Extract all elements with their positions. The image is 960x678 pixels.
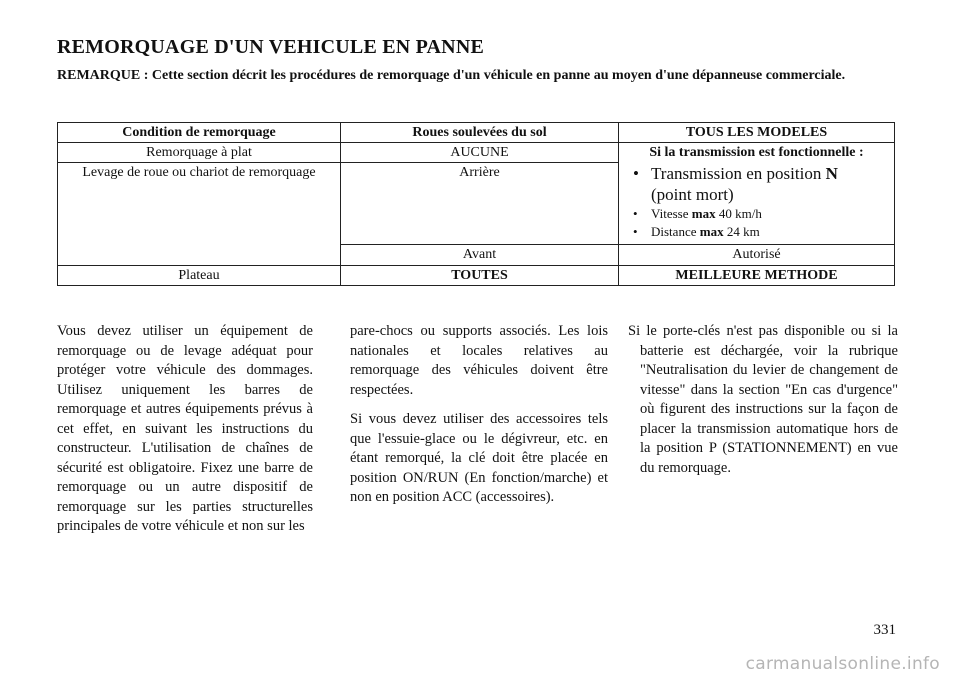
bullet-icon: • (633, 206, 638, 221)
towing-table (57, 122, 895, 286)
bullet-icon: • (633, 164, 639, 183)
cell-models: MEILLEURE METHODE (619, 266, 895, 286)
cell-condition: Plateau (58, 266, 341, 286)
list-item: • Distance max 24 km (633, 224, 760, 239)
cell-condition: Levage de roue ou chariot de remorquage (58, 163, 341, 266)
cell-wheels: Arrière (341, 163, 619, 245)
manual-page (57, 34, 898, 534)
remark-note: REMARQUE : Cette section décrit les procédures de remorquage d'un véhicule en panne au moyen d'une dépanneuse commerciale. (57, 68, 846, 83)
watermark: carmanualsonline.info (745, 654, 940, 674)
table-row (58, 143, 895, 163)
notice-title: Si la transmission est fonctionnelle : (649, 145, 864, 160)
page-number: 331 (873, 622, 896, 638)
paragraph: Si le porte-clés n'est pas disponible ou si la batterie est déchargée, voir la rubrique "Neutralisation du levier de changement de vitesse" dans la section "En cas d'urgence" où figurent des instructions sur la façon de placer la transmission automatique hors de la position P (STATIONNEMENT) en vue du remorquage. (628, 323, 898, 476)
table-header-row (58, 123, 895, 143)
list-item: • Vitesse max 40 km/h (633, 206, 762, 221)
cell-wheels: TOUTES (341, 266, 619, 286)
header-wheels: Roues soulevées du sol (341, 123, 619, 143)
cell-models: Autorisé (619, 245, 895, 266)
text-column-1 (57, 322, 313, 547)
bullet-icon: • (633, 224, 638, 239)
header-condition: Condition de remorquage (58, 123, 341, 143)
list-item: • Transmission en position N (point mort) (633, 164, 838, 204)
table-row (58, 266, 895, 286)
notice-list (625, 163, 888, 241)
text-column-2 (350, 322, 608, 518)
paragraph: Vous devez utiliser un équipement de remorquage ou de levage adéquat pour protéger votre véhicule des dommages. Utilisez uniquement les barres de remorquage et autres équipements prévus à cet effet, en suivant les instructions du constructeur. L'utilisation de chaînes de sécurité est obligatoire. Fixez une barre de remorquage ou un autre dispositif de remorquage sur les parties structurelles principales de votre véhicule et non sur les (57, 323, 313, 534)
header-models: TOUS LES MODELES (619, 123, 895, 143)
paragraph: Si vous devez utiliser des accessoires tels que l'essuie-glace ou le dégivreur, etc. en étant remorqué, la clé doit être placée en position ON/RUN (En fonction/marche) et non en position ACC (accessoires). (350, 411, 608, 505)
cell-transmission-notice (619, 143, 895, 245)
cell-wheels: Avant (341, 245, 619, 266)
text-column-3 (628, 322, 898, 488)
paragraph: pare-chocs ou supports associés. Les lois nationales et locales relatives au remorquage des véhicules doivent être respectées. (350, 323, 608, 398)
page-title: REMORQUAGE D'UN VEHICULE EN PANNE (57, 36, 485, 58)
cell-condition: Remorquage à plat (58, 143, 341, 163)
cell-wheels: AUCUNE (341, 143, 619, 163)
